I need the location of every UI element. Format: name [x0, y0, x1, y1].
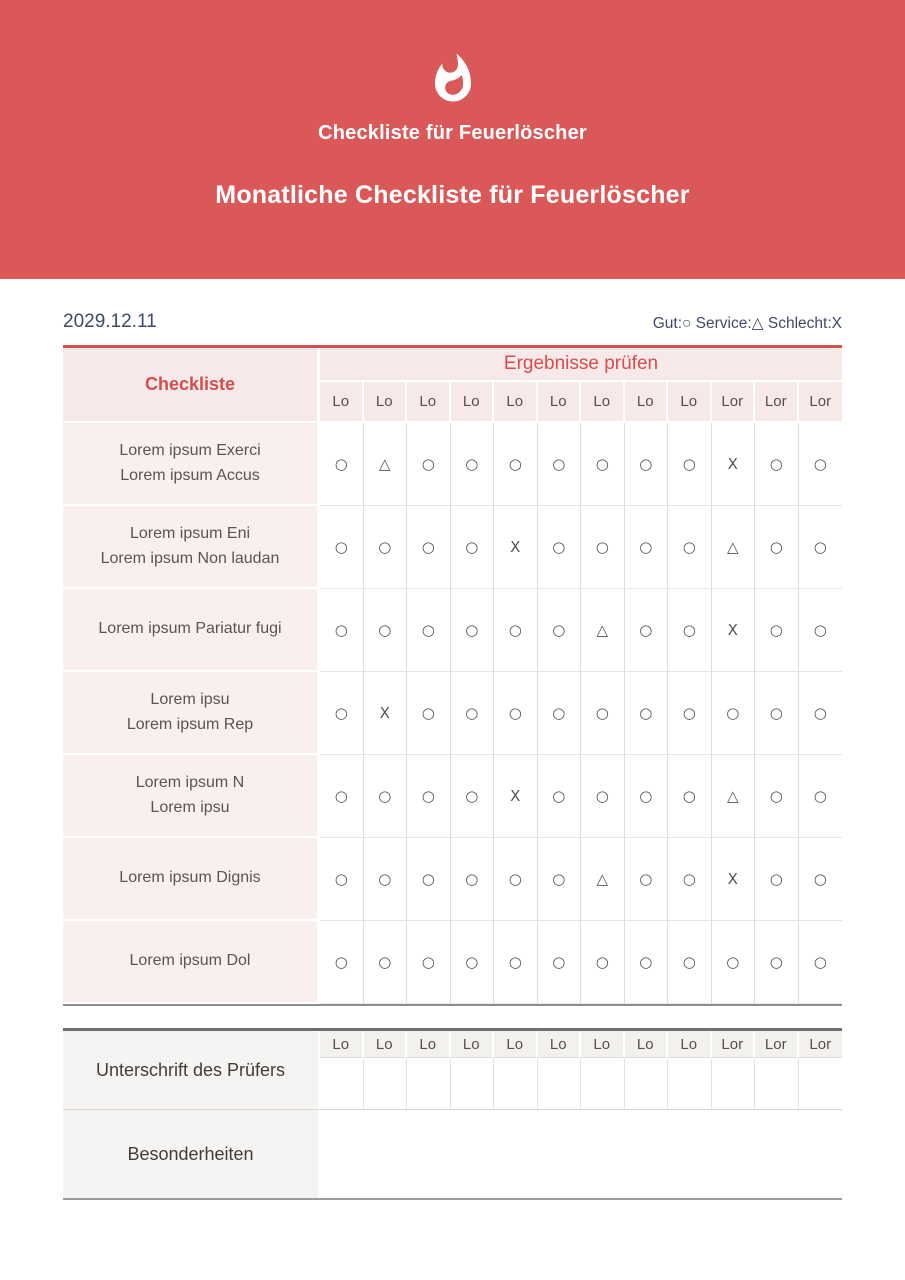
result-mark-cell: ○ — [668, 921, 712, 1004]
result-mark-cell: ○ — [538, 672, 582, 755]
row-label — [63, 672, 320, 755]
column-header-cell: Lor — [755, 382, 799, 423]
result-mark-cell: ○ — [451, 506, 495, 589]
result-mark-cell: ○ — [581, 506, 625, 589]
column-header-cell: Lo — [494, 382, 538, 423]
meta-row — [63, 311, 842, 333]
signature-column-header-cell: Lo — [538, 1031, 582, 1058]
result-mark-cell: ○ — [494, 921, 538, 1004]
result-mark-cell: ○ — [755, 672, 799, 755]
signature-empty-cell — [538, 1058, 582, 1110]
result-mark-cell: ○ — [581, 755, 625, 838]
column-header-cell: Lo — [668, 382, 712, 423]
result-mark-cell: △ — [581, 589, 625, 672]
row-label — [63, 921, 320, 1004]
row-label-line: Lorem ipsum Dol — [129, 952, 251, 970]
row-label-line: Lorem ipsum Exerci — [119, 441, 261, 459]
result-mark-cell: △ — [364, 423, 408, 506]
result-mark-cell: ○ — [668, 423, 712, 506]
result-mark-cell: X — [712, 589, 756, 672]
result-mark-cell: X — [494, 755, 538, 838]
result-mark-cell: ○ — [451, 755, 495, 838]
result-mark-cell: ○ — [451, 672, 495, 755]
column-header-cell: Lor — [799, 382, 843, 423]
result-mark-cell: ○ — [625, 672, 669, 755]
results-group-header: Ergebnisse prüfen — [320, 348, 842, 382]
column-header-cell: Lo — [364, 382, 408, 423]
result-mark-cell: ○ — [407, 423, 451, 506]
result-mark-cell: ○ — [320, 506, 364, 589]
result-mark-cell: ○ — [799, 755, 843, 838]
result-mark-cell: ○ — [451, 589, 495, 672]
notes-empty-area — [320, 1110, 842, 1198]
result-mark-cell: ○ — [407, 838, 451, 921]
row-label-line: Lorem ipsum Pariatur fugi — [98, 620, 282, 638]
result-mark-cell: ○ — [799, 838, 843, 921]
signature-column-header-cell: Lo — [581, 1031, 625, 1058]
checklist-column-header: Checkliste — [63, 348, 320, 423]
result-mark-cell: ○ — [407, 921, 451, 1004]
result-mark-cell: ○ — [451, 423, 495, 506]
result-mark-cell: ○ — [407, 672, 451, 755]
signature-empty-cell — [755, 1058, 799, 1110]
flame-icon — [426, 52, 480, 106]
row-label — [63, 755, 320, 838]
column-header-cell: Lo — [538, 382, 582, 423]
row-label — [63, 506, 320, 589]
signature-column-header-cell: Lo — [364, 1031, 408, 1058]
result-mark-cell: ○ — [712, 921, 756, 1004]
result-mark-cell: ○ — [538, 921, 582, 1004]
result-mark-cell: ○ — [799, 672, 843, 755]
row-label-line: Lorem ipsum Rep — [126, 715, 254, 733]
result-mark-cell: ○ — [451, 838, 495, 921]
result-mark-cell: ○ — [320, 838, 364, 921]
result-mark-cell: ○ — [755, 423, 799, 506]
column-header-cell: Lo — [320, 382, 364, 423]
signature-table — [63, 1028, 842, 1200]
result-mark-cell: ○ — [320, 589, 364, 672]
result-mark-cell: △ — [581, 838, 625, 921]
result-mark-cell: ○ — [320, 423, 364, 506]
signature-column-header-cell: Lo — [320, 1031, 364, 1058]
signature-column-header-cell: Lo — [668, 1031, 712, 1058]
result-mark-cell: ○ — [538, 423, 582, 506]
checklist-table — [63, 345, 842, 1006]
result-mark-cell: ○ — [538, 506, 582, 589]
result-mark-cell: △ — [712, 755, 756, 838]
result-mark-cell: ○ — [799, 589, 843, 672]
result-mark-cell: X — [364, 672, 408, 755]
signature-column-header-cell: Lo — [494, 1031, 538, 1058]
result-mark-cell: ○ — [755, 589, 799, 672]
result-mark-cell: ○ — [755, 755, 799, 838]
signature-empty-cell — [494, 1058, 538, 1110]
signature-empty-cell — [668, 1058, 712, 1110]
row-label — [63, 589, 320, 672]
row-label-line: Lorem ipsu — [150, 690, 230, 708]
row-label-line: Lorem ipsum Dignis — [119, 869, 261, 887]
notes-label: Besonderheiten — [63, 1110, 320, 1198]
column-header-cell: Lo — [451, 382, 495, 423]
result-mark-cell: ○ — [625, 921, 669, 1004]
result-mark-cell: ○ — [538, 589, 582, 672]
signature-empty-cell — [364, 1058, 408, 1110]
result-mark-cell: ○ — [364, 921, 408, 1004]
row-label-line: Lorem ipsum N — [135, 773, 245, 791]
column-header-cell: Lo — [625, 382, 669, 423]
row-label-line: Lorem ipsum Accus — [120, 466, 260, 484]
signature-column-header-cell: Lo — [625, 1031, 669, 1058]
date-label: 2029.12.11 — [63, 311, 157, 332]
signature-empty-cell — [581, 1058, 625, 1110]
result-mark-cell: ○ — [581, 423, 625, 506]
result-mark-cell: X — [494, 506, 538, 589]
result-mark-cell: ○ — [407, 589, 451, 672]
signature-empty-cell — [625, 1058, 669, 1110]
result-mark-cell: ○ — [625, 506, 669, 589]
signature-empty-cell — [407, 1058, 451, 1110]
signature-empty-cell — [451, 1058, 495, 1110]
result-mark-cell: ○ — [668, 838, 712, 921]
page-content — [0, 311, 905, 1200]
result-mark-cell: △ — [712, 506, 756, 589]
signature-column-header-cell: Lor — [799, 1031, 843, 1058]
result-mark-cell: ○ — [320, 921, 364, 1004]
result-mark-cell: ○ — [668, 672, 712, 755]
result-mark-cell: ○ — [407, 506, 451, 589]
result-mark-cell: X — [712, 423, 756, 506]
result-mark-cell: ○ — [494, 838, 538, 921]
header-banner — [0, 0, 905, 279]
result-mark-cell: ○ — [581, 921, 625, 1004]
signature-column-header-cell: Lo — [451, 1031, 495, 1058]
signature-label: Unterschrift des Prüfers — [63, 1031, 320, 1110]
result-mark-cell: ○ — [364, 838, 408, 921]
result-mark-cell: ○ — [755, 838, 799, 921]
result-mark-cell: ○ — [625, 589, 669, 672]
result-mark-cell: ○ — [494, 589, 538, 672]
result-mark-cell: ○ — [364, 589, 408, 672]
result-mark-cell: ○ — [712, 672, 756, 755]
result-mark-cell: ○ — [407, 755, 451, 838]
row-label-line: Lorem ipsu — [150, 798, 230, 816]
result-mark-cell: ○ — [625, 838, 669, 921]
legend-label: Gut:○ Service:△ Schlecht:X — [652, 315, 842, 332]
signature-column-header-cell: Lo — [407, 1031, 451, 1058]
result-mark-cell: ○ — [320, 755, 364, 838]
result-mark-cell: ○ — [451, 921, 495, 1004]
result-mark-cell: ○ — [755, 506, 799, 589]
signature-empty-cell — [712, 1058, 756, 1110]
result-mark-cell: ○ — [625, 423, 669, 506]
result-mark-cell: ○ — [625, 755, 669, 838]
column-header-cell: Lo — [407, 382, 451, 423]
page-title: Monatliche Checkliste für Feuerlöscher — [215, 181, 690, 209]
result-mark-cell: ○ — [494, 423, 538, 506]
column-header-cell: Lor — [712, 382, 756, 423]
column-header-cell: Lo — [581, 382, 625, 423]
row-label — [63, 838, 320, 921]
result-mark-cell: ○ — [668, 589, 712, 672]
signature-empty-cell — [799, 1058, 843, 1110]
result-mark-cell: ○ — [320, 672, 364, 755]
row-label — [63, 423, 320, 506]
result-mark-cell: ○ — [494, 672, 538, 755]
result-mark-cell: ○ — [538, 755, 582, 838]
signature-column-header-cell: Lor — [755, 1031, 799, 1058]
result-mark-cell: ○ — [364, 755, 408, 838]
result-mark-cell: ○ — [799, 506, 843, 589]
row-label-line: Lorem ipsum Eni — [129, 524, 251, 542]
result-mark-cell: ○ — [668, 755, 712, 838]
signature-column-header-cell: Lor — [712, 1031, 756, 1058]
signature-empty-cell — [320, 1058, 364, 1110]
result-mark-cell: ○ — [538, 838, 582, 921]
document-subtitle: Checkliste für Feuerlöscher — [318, 122, 587, 144]
result-mark-cell: ○ — [581, 672, 625, 755]
result-mark-cell: ○ — [364, 506, 408, 589]
result-mark-cell: X — [712, 838, 756, 921]
result-mark-cell: ○ — [668, 506, 712, 589]
result-mark-cell: ○ — [799, 423, 843, 506]
row-label-line: Lorem ipsum Non laudan — [100, 549, 280, 567]
result-mark-cell: ○ — [755, 921, 799, 1004]
result-mark-cell: ○ — [799, 921, 843, 1004]
